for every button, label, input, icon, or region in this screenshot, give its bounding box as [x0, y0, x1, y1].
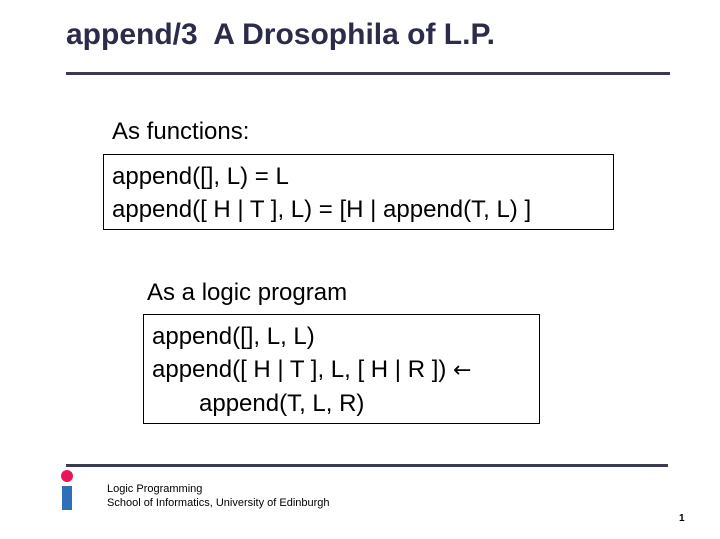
functions-code-box [103, 154, 614, 230]
slide-title: append/3 A Drosophila of L.P. [66, 18, 495, 51]
functions-line-2: append([ H | T ], L) = [H | append(T, L) ] [112, 196, 532, 223]
functions-label: As functions: [112, 118, 250, 145]
footer-institution: School of Informatics, University of Edinburgh [107, 497, 330, 509]
footer-course-name: Logic Programming [107, 483, 203, 495]
logic-line-3: append(T, L, R) [199, 390, 365, 417]
university-logo-icon [60, 470, 74, 510]
logic-line-2 [152, 353, 539, 387]
page-number: 1 [679, 513, 685, 524]
logo-dot [61, 470, 73, 482]
logo-bar [62, 486, 72, 510]
footer-divider [66, 464, 668, 467]
logic-line-2-text: append([ H | T ], L, [ H | R ]) [152, 356, 454, 383]
logic-line-1: append([], L, L) [152, 323, 315, 350]
title-divider [66, 72, 670, 75]
left-arrow-icon: ← [453, 358, 472, 383]
logic-program-label: As a logic program [147, 279, 348, 306]
functions-line-1: append([], L) = L [112, 163, 289, 190]
logic-program-code-box [143, 314, 540, 424]
